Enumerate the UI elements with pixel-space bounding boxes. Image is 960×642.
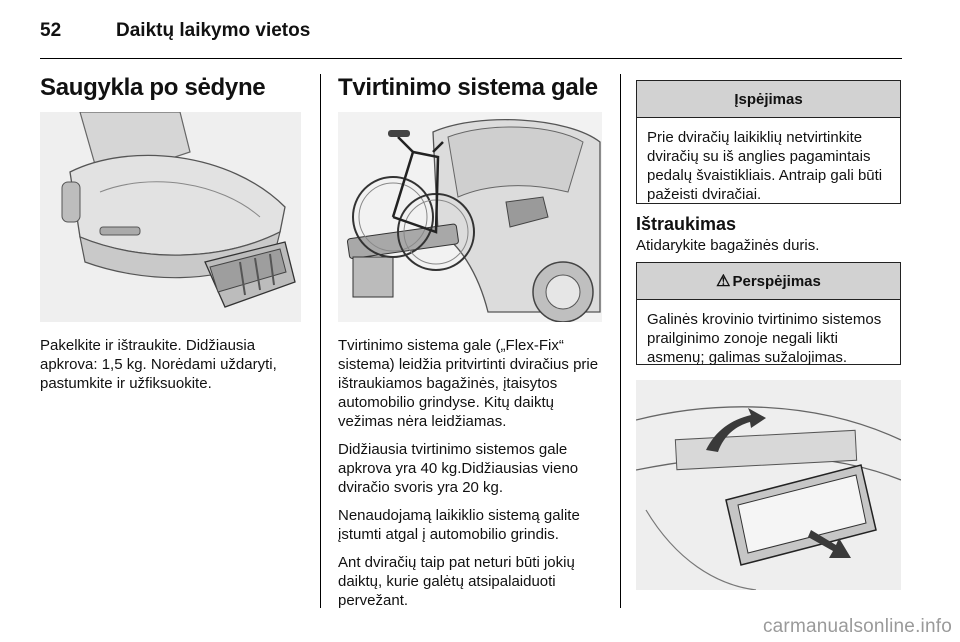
carrier-extraction-drawing xyxy=(636,380,901,590)
subheading-extraction: Ištraukimas xyxy=(636,214,737,234)
warning-triangle-icon: ⚠ xyxy=(716,273,731,290)
rear-carrier-text xyxy=(338,336,606,619)
page-number: 52 xyxy=(40,20,62,41)
bike-carrier-illustration xyxy=(338,112,602,322)
notice-text: Prie dviračių laikiklių netvirtinkite dviračių su iš anglies pagamintais pedalų švaistikliais. Antraip gali būti pažeisti dviračiai. xyxy=(647,129,883,203)
section-heading-seat-storage: Saugykla po sėdyne xyxy=(40,74,266,101)
column-divider-2 xyxy=(620,74,621,608)
header-rule xyxy=(40,58,902,59)
notice-title: Įspėjimas xyxy=(637,81,900,118)
bike-carrier-drawing xyxy=(338,112,602,322)
seat-storage-text: Pakelkite ir ištraukite. Didžiausia apkrova: 1,5 kg. Norėdami uždaryti, pastumkite ir užfiksuokite. xyxy=(40,337,277,392)
watermark: carmanualsonline.info xyxy=(762,616,952,637)
extraction-text: Atidarykite bagažinės duris. xyxy=(636,237,820,254)
warning-text: Galinės krovinio tvirtinimo sistemos prailginimo zonoje negali likti asmenų; galimas sužalojimas. xyxy=(647,311,882,366)
seat-drawer-illustration xyxy=(40,112,301,322)
warning-title: Perspėjimas xyxy=(732,272,821,290)
paragraph: Tvirtinimo sistema gale („Flex-Fix“ sistema) leidžia pritvirtinti dviračius prie ištraukiamos bagažinės, įtaisytos automobilio grindyse. Kitų daiktų vežimas nėra leidžiamas. xyxy=(338,337,599,430)
paragraph: Didžiausia tvirtinimo sistemos gale apkrova yra 40 kg.Didžiausias vieno dviračio svoris yra 20 kg. xyxy=(338,441,579,496)
notice-box xyxy=(636,80,901,204)
running-title: Daiktų laikymo vietos xyxy=(116,20,311,41)
section-heading-rear-carrier: Tvirtinimo sistema gale xyxy=(338,74,598,101)
warning-header xyxy=(637,263,900,300)
paragraph: Ant dviračių taip pat neturi būti jokių daiktų, kurie galėtų atsipalaiduoti pervežant. xyxy=(338,554,575,609)
carrier-extraction-illustration xyxy=(636,380,901,590)
column-divider-1 xyxy=(320,74,321,608)
seat-drawer-drawing xyxy=(40,112,301,322)
paragraph: Nenaudojamą laikiklio sistemą galite įstumti atgal į automobilio grindis. xyxy=(338,507,580,543)
warning-box xyxy=(636,262,901,365)
